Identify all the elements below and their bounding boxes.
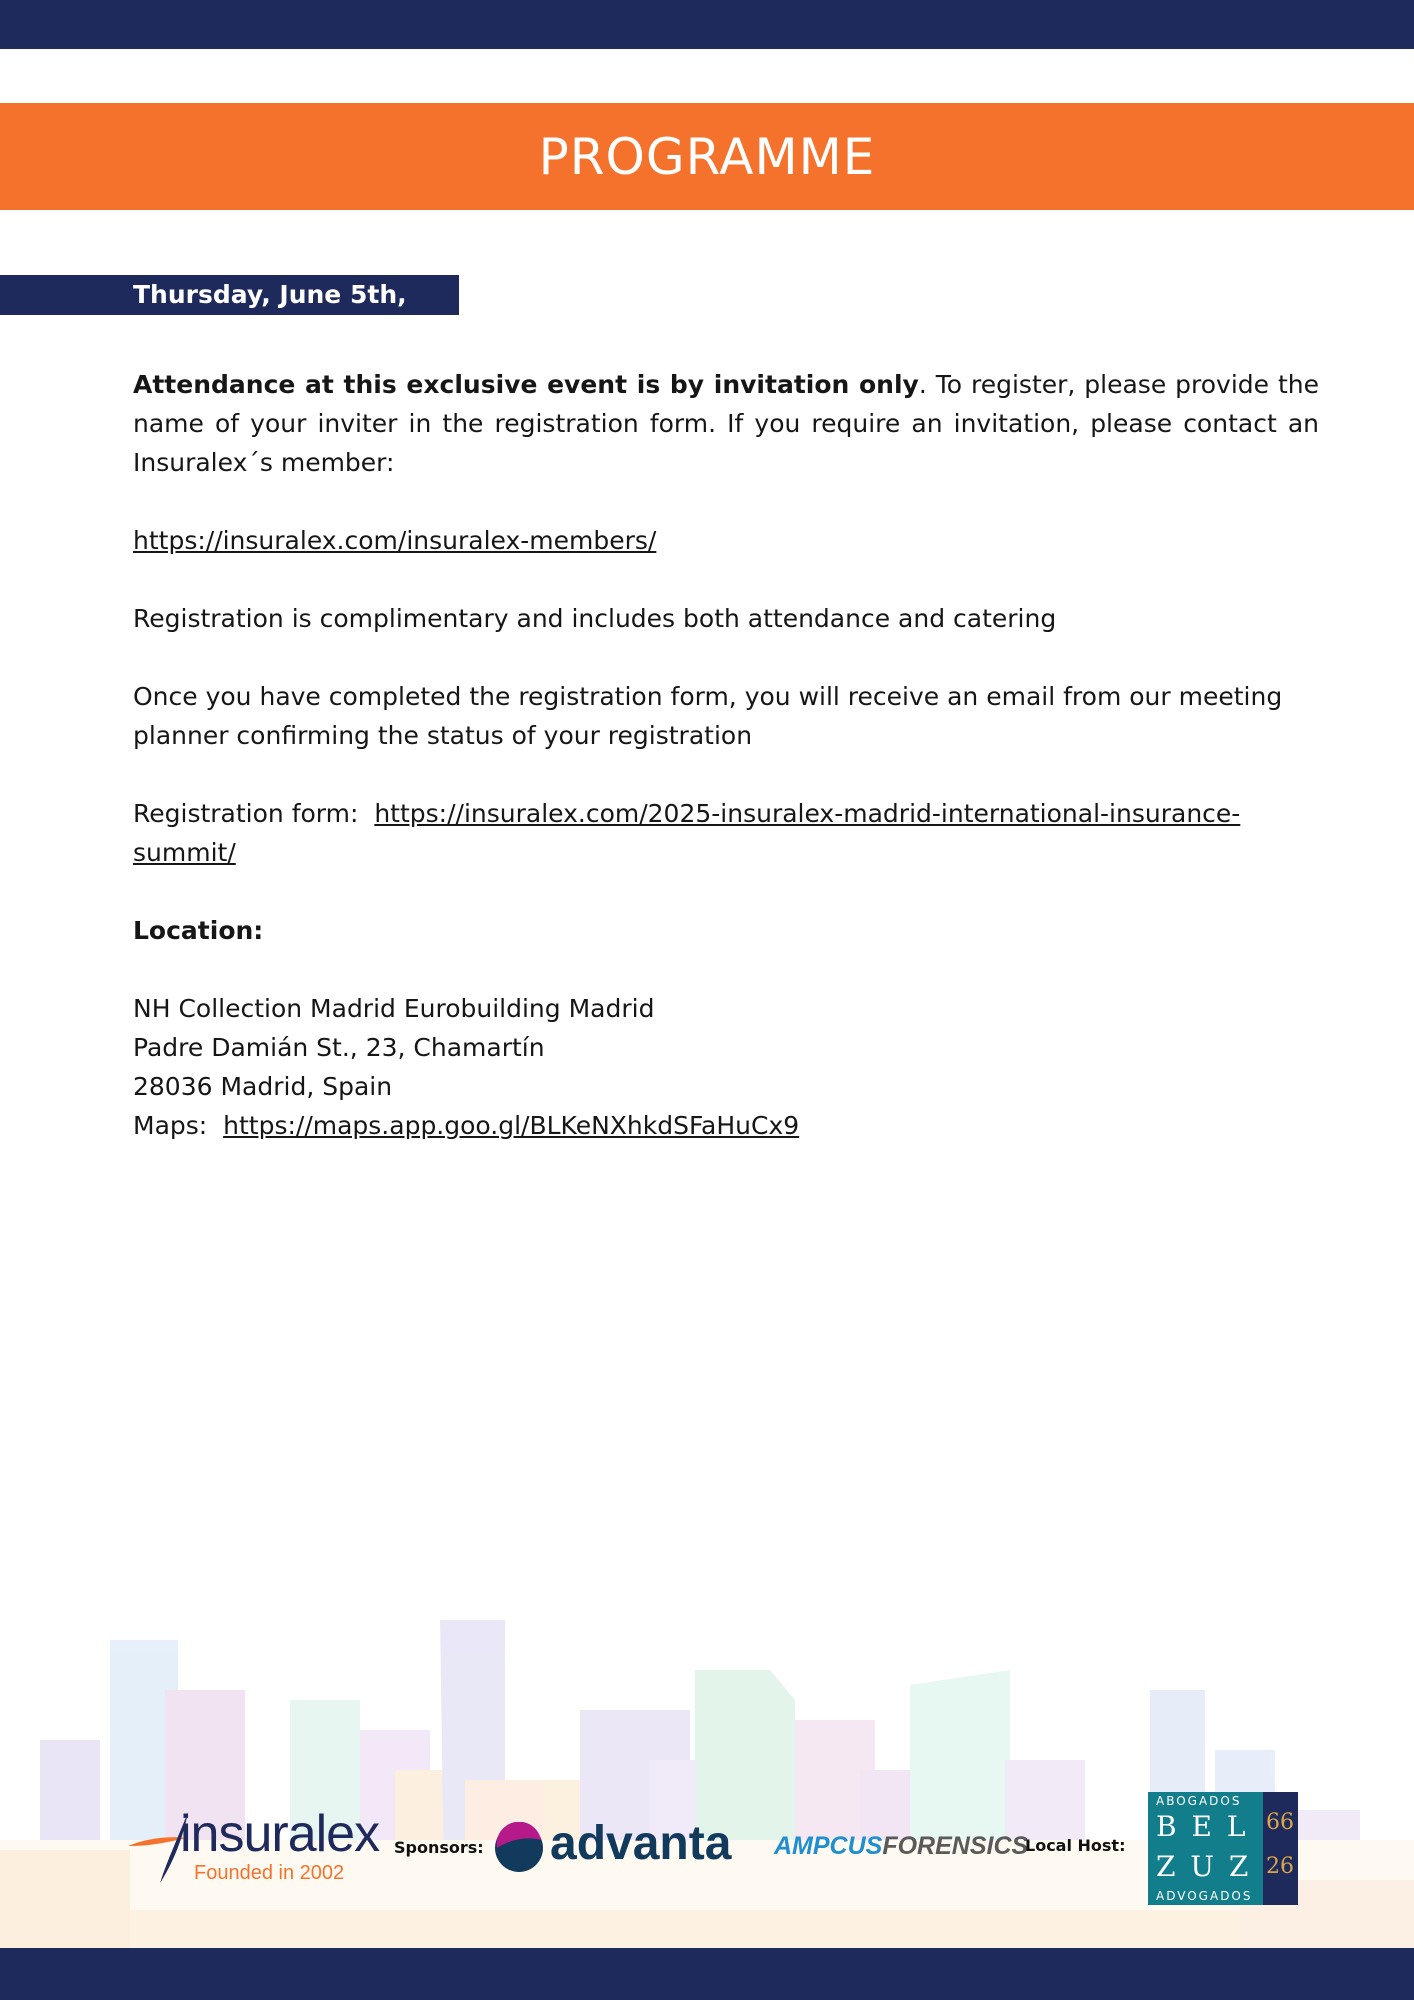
complimentary-text: Registration is complimentary and includes both attendance and catering — [133, 604, 1057, 633]
belzuz-top: ABOGADOS — [1156, 1794, 1242, 1808]
insuralex-logo: insuralex — [180, 1805, 380, 1863]
page-title: PROGRAMME — [538, 127, 876, 186]
members-link[interactable]: https://insuralex.com/insuralex-members/ — [133, 526, 657, 555]
advanta-mark-icon — [493, 1822, 545, 1874]
content — [133, 365, 1319, 1145]
invite-paragraph — [133, 365, 1319, 482]
venue-city: 28036 Madrid, Spain — [133, 1072, 393, 1101]
invite-bold: Attendance at this exclusive event is by invitation only — [133, 370, 919, 399]
ampcus-logo — [774, 1832, 1028, 1861]
forensics-name: FORENSICS — [882, 1832, 1029, 1860]
sponsors-label: Sponsors: — [394, 1838, 484, 1857]
belzuz-logo — [1148, 1792, 1298, 1905]
maps-line — [133, 1106, 1319, 1145]
venue-name: NH Collection Madrid Eurobuilding Madrid — [133, 994, 655, 1023]
belzuz-letters-bottom: Z U Z — [1156, 1850, 1252, 1883]
belzuz-num-top: 66 — [1266, 1810, 1294, 1835]
confirmation-text: Once you have completed the registration form, you will receive an email from our meeting planner confirming the status of your registration — [133, 682, 1283, 750]
date-tab — [0, 275, 459, 349]
belzuz-num-bottom: 26 — [1266, 1854, 1294, 1879]
registration-link[interactable]: https://insuralex.com/2025-insuralex-madrid-international-insurance-summit/ — [133, 799, 1241, 867]
registration-label: Registration form: — [133, 799, 359, 828]
belzuz-letters-top: B E L — [1156, 1810, 1249, 1843]
top-bar — [0, 0, 1414, 49]
invite-rest: . To register, please provide the name of your inviter in the registration form. If you require an invitation, please contact an Insuralex´s member: — [133, 370, 1319, 477]
bottom-bar — [0, 1948, 1414, 2000]
location-heading: Location: — [133, 916, 264, 945]
belzuz-bottom: ADVOGADOS — [1156, 1889, 1253, 1903]
local-host-label: Local Host: — [1025, 1836, 1126, 1855]
registration-paragraph — [133, 794, 1319, 872]
insuralex-tagline: Founded in 2002 — [194, 1862, 345, 1884]
event-date: Thursday, June 5th, 2025 — [133, 280, 407, 349]
title-band — [0, 103, 1414, 210]
ampcus-name: AMPCUS — [774, 1832, 883, 1860]
maps-label: Maps: — [133, 1111, 208, 1140]
venue-street: Padre Damián St., 23, Chamartín — [133, 1033, 545, 1062]
advanta-logo: advanta — [550, 1817, 732, 1870]
maps-link[interactable]: https://maps.app.goo.gl/BLKeNXhkdSFaHuCx9 — [223, 1111, 800, 1140]
